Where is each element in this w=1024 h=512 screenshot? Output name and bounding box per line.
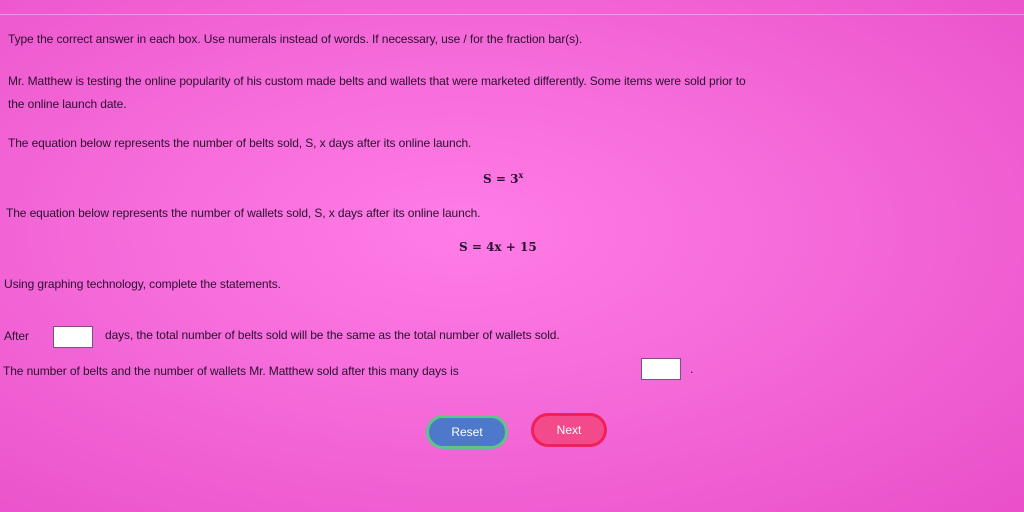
statement1-prefix: After <box>4 329 29 343</box>
instructions-text: Type the correct answer in each box. Use numerals instead of words. If necessary, use / for the fraction bar(s). <box>8 32 583 46</box>
next-button-label: Next <box>556 423 582 437</box>
days-answer-input[interactable] <box>53 326 93 348</box>
count-answer-input[interactable] <box>641 358 681 380</box>
belts-description: The equation below represents the number of belts sold, S, x days after its online launch. <box>8 136 472 150</box>
belts-equation-base: S = 3 <box>483 172 519 186</box>
statement2-period: . <box>690 362 694 376</box>
problem-intro-line2: the online launch date. <box>8 97 127 111</box>
wallets-description: The equation below represents the number of wallets sold, S, x days after its online launch. <box>6 206 481 220</box>
wallets-equation: S = 4x + 15 <box>459 240 537 254</box>
top-divider <box>0 14 1024 15</box>
reset-button[interactable] <box>426 415 508 449</box>
statement2-prefix: The number of belts and the number of wallets Mr. Matthew sold after this many days is <box>3 364 459 378</box>
next-button[interactable] <box>531 413 607 447</box>
belts-equation <box>483 170 523 186</box>
problem-intro-line1: Mr. Matthew is testing the online popularity of his custom made belts and wallets that were marketed differently. Some items were sold prior to <box>8 74 746 88</box>
statement1-suffix: days, the total number of belts sold will be the same as the total number of wallets sold. <box>105 328 560 342</box>
belts-equation-exponent: x <box>518 170 524 180</box>
task-text: Using graphing technology, complete the statements. <box>4 277 281 291</box>
reset-button-label: Reset <box>451 425 483 439</box>
